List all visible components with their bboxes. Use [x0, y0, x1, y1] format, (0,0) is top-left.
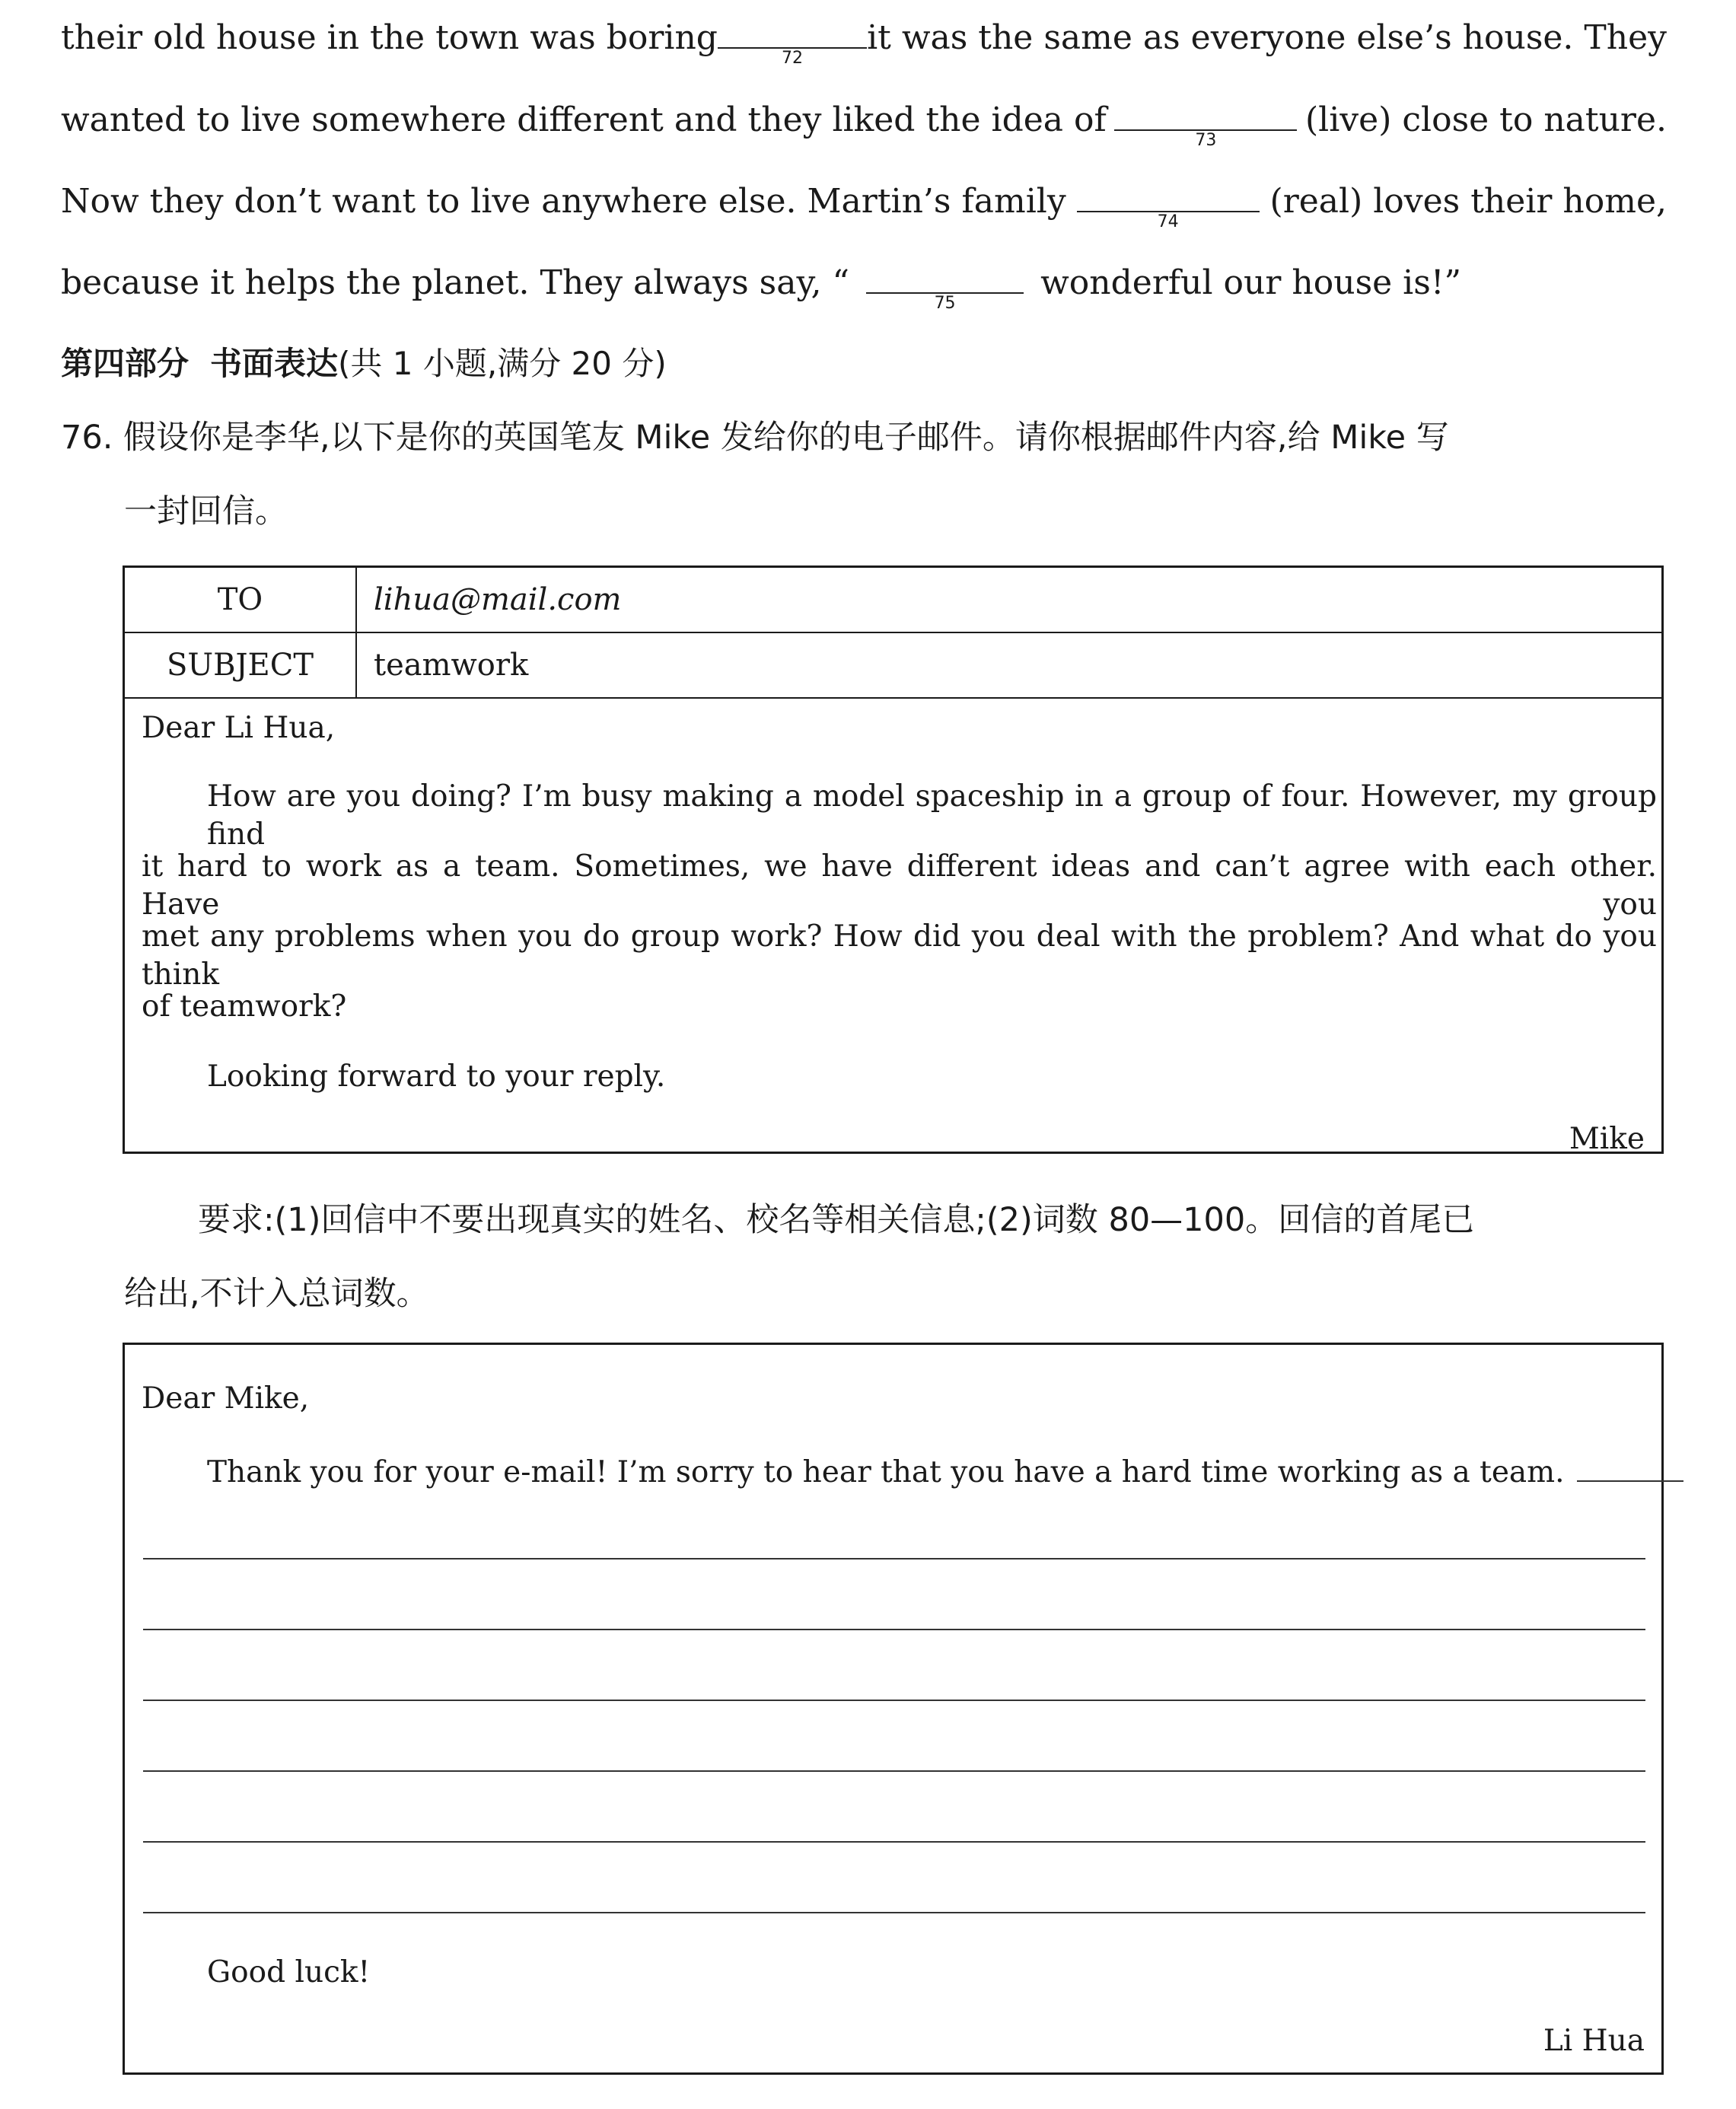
requirements-line1: 要求:(1)回信中不要出现真实的姓名、校名等相关信息;(2)词数 80—100。回信的首尾已 [198, 1201, 1475, 1239]
subject-label: SUBJECT [125, 633, 357, 697]
email-greeting: Dear Li Hua, [142, 711, 336, 745]
email-subject-row [125, 633, 1661, 699]
blank-number: 75 [934, 294, 956, 313]
reply-closing: Good luck! [207, 1955, 371, 1990]
cloze-text-pre: their old house in the town was boring [61, 18, 718, 57]
cloze-text-post: (live) close to nature. [1305, 100, 1667, 139]
section-subtitle: 书面表达 [210, 345, 339, 382]
cloze-line-74 [61, 177, 1667, 231]
to-address: lihua@mail.com [374, 582, 622, 617]
email-body-line: How are you doing? I’m busy making a model spaceship in a group of four. However, my group find [207, 779, 1657, 852]
cloze-line-75 [61, 259, 1461, 313]
email-body-line: of teamwork? [142, 989, 347, 1024]
writing-line[interactable] [143, 1770, 1645, 1772]
subject-value: teamwork [374, 648, 529, 683]
section-heading [61, 341, 667, 387]
blank-number: 74 [1157, 212, 1179, 231]
writing-line[interactable] [143, 1912, 1645, 1913]
question-prompt-line1: 76. 假设你是李华,以下是你的英国笔友 Mike 发给你的电子邮件。请你根据邮件内容,给 Mike 写 [61, 419, 1449, 457]
reply-greeting: Dear Mike, [142, 1381, 310, 1416]
section-title: 第四部分 [61, 345, 190, 382]
blank-number: 73 [1195, 131, 1217, 150]
reply-writing-box [123, 1343, 1664, 2075]
writing-line[interactable] [143, 1558, 1645, 1559]
answer-blank-75[interactable] [866, 259, 1024, 313]
cloze-text-post: wonderful our house is!” [1040, 263, 1461, 302]
writing-line[interactable] [143, 1700, 1645, 1701]
reply-opening-line [207, 1450, 1683, 1492]
answer-blank-72[interactable] [718, 14, 867, 68]
cloze-text-post: it was the same as everyone else’s house. They [867, 18, 1667, 57]
cloze-text-pre: wanted to live somewhere different and they liked the idea of [61, 100, 1107, 139]
email-body-line: it hard to work as a team. Sometimes, we have different ideas and can’t agree with each other. Have you [142, 849, 1657, 922]
email-body-line: met any problems when you do group work? How did you deal with the problem? And what do you think [142, 919, 1657, 992]
cloze-line-73 [61, 96, 1667, 150]
writing-line[interactable] [1577, 1450, 1683, 1482]
answer-blank-74[interactable] [1077, 177, 1260, 231]
answer-blank-73[interactable] [1114, 96, 1297, 150]
cloze-text-pre: Now they don’t want to live anywhere else. Martin’s family [61, 182, 1066, 221]
to-label: TO [125, 568, 357, 632]
email-panel [123, 565, 1664, 1154]
reply-opening-text: Thank you for your e-mail! I’m sorry to hear that you have a hard time working as a team. [207, 1455, 1565, 1489]
blank-number: 72 [782, 49, 804, 68]
email-signature: Mike [1569, 1122, 1645, 1156]
cloze-text-pre: because it helps the planet. They always say, “ [61, 263, 849, 302]
email-closing: Looking forward to your reply. [207, 1059, 666, 1094]
requirements-line2: 给出,不计入总词数。 [124, 1275, 429, 1313]
question-prompt-line2: 一封回信。 [124, 492, 288, 530]
writing-line[interactable] [143, 1629, 1645, 1630]
cloze-line-72 [61, 14, 1667, 68]
section-score-note: (共 1 小题,满分 20 分) [338, 345, 667, 382]
email-to-row [125, 568, 1661, 633]
cloze-text-post: (real) loves their home, [1269, 182, 1667, 221]
writing-line[interactable] [143, 1841, 1645, 1843]
reply-signature: Li Hua [1543, 2024, 1645, 2058]
